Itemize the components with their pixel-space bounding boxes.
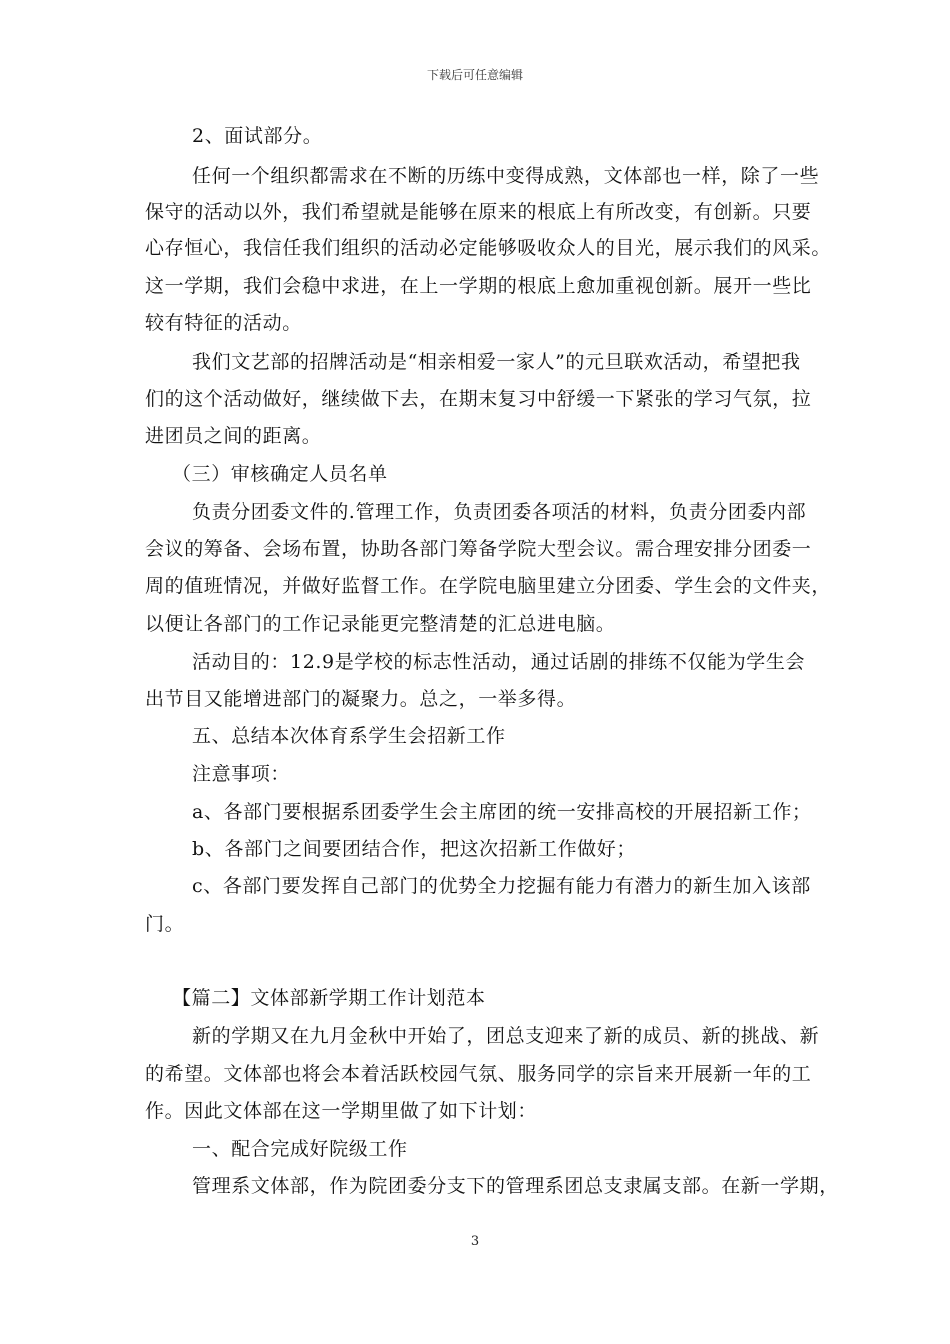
text-line: 进团员之间的距离。 [145, 425, 322, 447]
list-item: c、各部门要发挥自己部门的优势全力挖掘有能力有潜力的新生加入该部 [192, 875, 811, 897]
text-line: 负责分团委文件的.管理工作，负责团委各项活的材料，负责分团委内部 [192, 501, 807, 523]
text-line: 作。因此文体部在这一学期里做了如下计划： [145, 1100, 538, 1122]
page-header: 下载后可任意编辑 [426, 68, 523, 82]
text-line: 出节目又能增进部门的凝聚力。总之，一举多得。 [145, 688, 577, 710]
text-line: 任何一个组织都需求在不断的历练中变得成熟，文体部也一样，除了一些 [192, 165, 820, 187]
page-number: 3 [470, 1234, 480, 1249]
section-heading: （三）审核确定人员名单 [172, 463, 388, 485]
text-line: 新的学期又在九月金秋中开始了，团总支迎来了新的成员、新的挑战、新 [192, 1025, 820, 1047]
text-line: 门。 [145, 913, 185, 935]
list-item: a、各部门要根据系团委学生会主席团的统一安排高校的开展招新工作； [192, 801, 812, 823]
article-title: 【篇二】文体部新学期工作计划范本 [172, 987, 486, 1009]
text-line: 这一学期，我们会稳中求进，在上一学期的根底上愈加重视创新。展开一些比 [145, 275, 812, 297]
text-line: 会议的筹备、会场布置，协助各部门筹备学院大型会议。需合理安排分团委一 [145, 538, 812, 560]
text-line: 以便让各部门的工作记录能更完整清楚的汇总进电脑。 [145, 613, 616, 635]
text-line: 较有特征的活动。 [145, 312, 302, 334]
section-heading: 五、总结本次体育系学生会招新工作 [192, 725, 506, 747]
list-item: b、各部门之间要团结合作，把这次招新工作做好； [192, 838, 636, 860]
text-line: 们的这个活动做好，继续做下去，在期末复习中舒缓一下紧张的学习气氛，拉 [145, 388, 812, 410]
text-line: 保守的活动以外，我们希望就是能够在原来的根底上有所改变，有创新。只要 [145, 201, 812, 223]
text-line: 周的值班情况，并做好监督工作。在学院电脑里建立分团委、学生会的文件夹， [145, 575, 832, 597]
text-line: 活动目的：12.9是学校的标志性活动，通过话剧的排练不仅能为学生会 [192, 651, 806, 673]
text-line: 心存恒心，我信任我们组织的活动必定能够吸收众人的目光，展示我们的风采。 [145, 237, 832, 259]
text-line: 2、面试部分。 [192, 125, 323, 147]
text-line: 管理系文体部，作为院团委分支下的管理系团总支隶属支部。在新一学期， [192, 1175, 839, 1197]
text-line: 注意事项： [192, 763, 291, 785]
text-line: 的希望。文体部也将会本着活跃校园气氛、服务同学的宗旨来开展新一年的工 [145, 1063, 812, 1085]
text-line: 我们文艺部的招牌活动是“相亲相爱一家人”的元旦联欢活动，希望把我 [192, 351, 801, 373]
section-heading: 一、配合完成好院级工作 [192, 1138, 408, 1160]
